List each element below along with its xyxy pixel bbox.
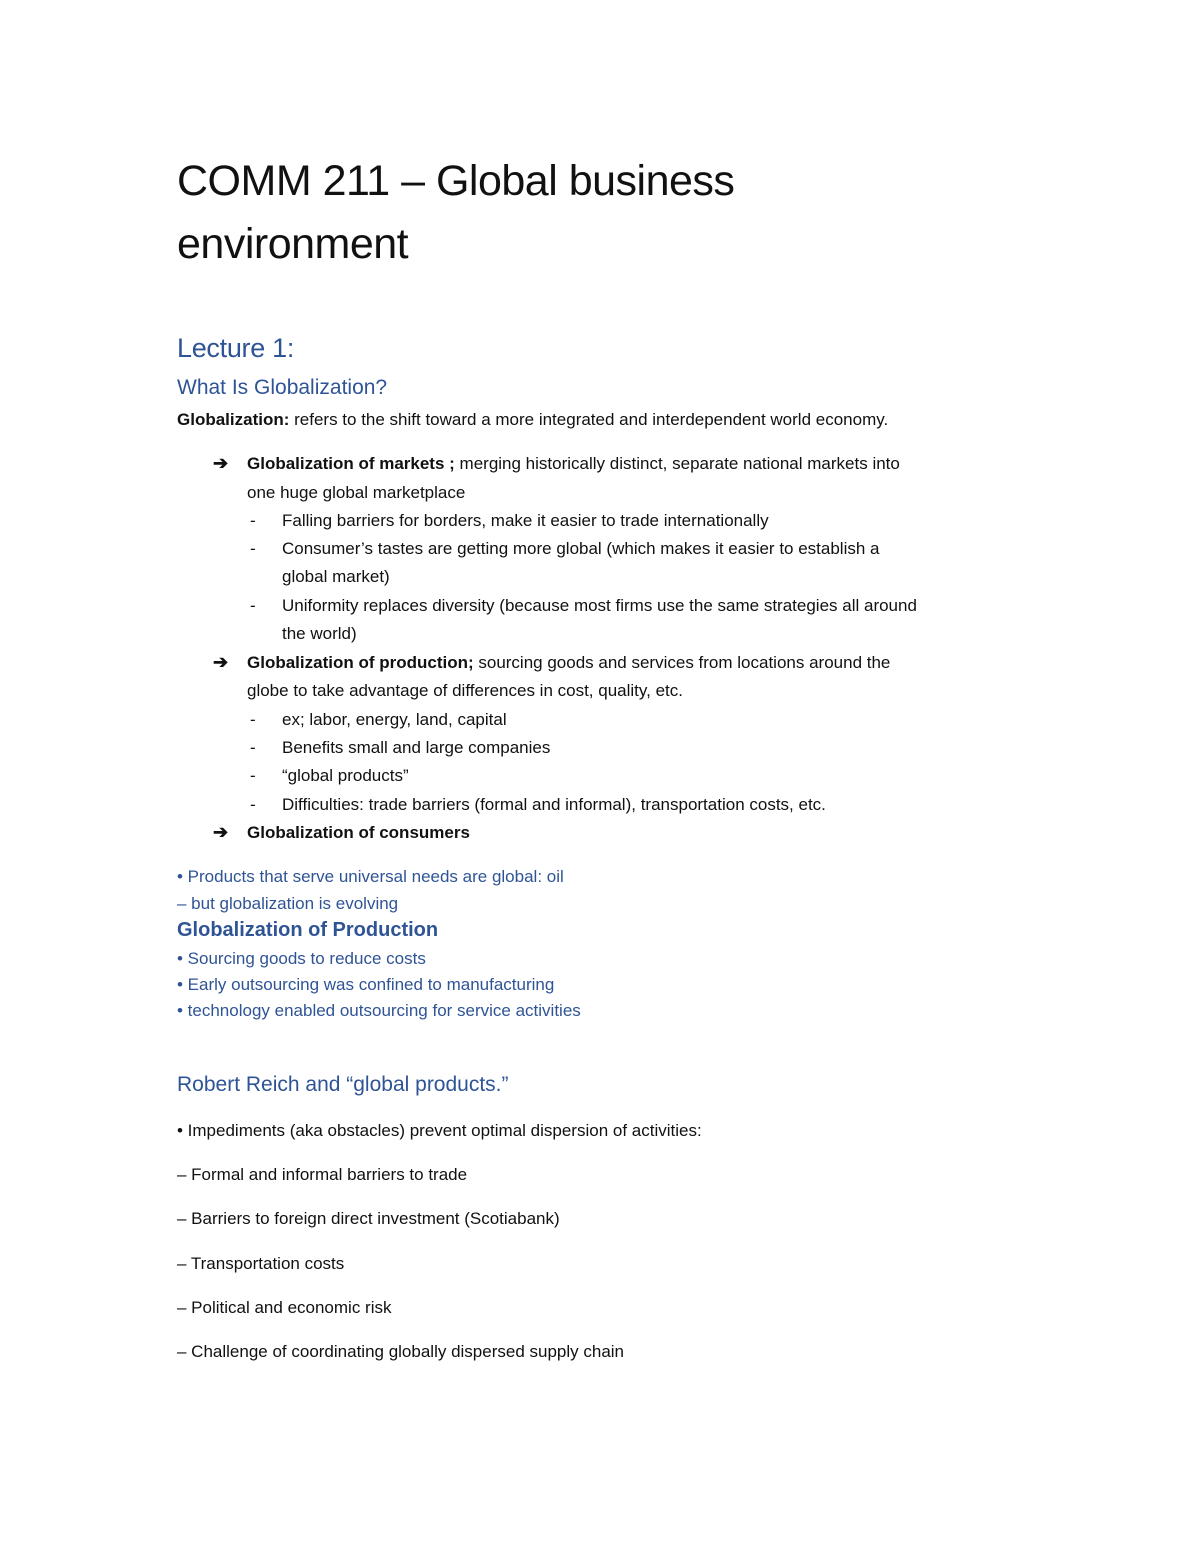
consumers-label: Globalization of consumers <box>247 823 470 842</box>
dash-bullet: - <box>250 738 256 757</box>
reich-item-5: – Challenge of coordinating globally dispersed supply chain <box>177 1342 625 1361</box>
dash-bullet: - <box>250 539 256 558</box>
reich-item-4: – Political and economic risk <box>177 1298 392 1317</box>
definition-text: refers to the shift toward a more integrated and interdependent world economy. <box>289 410 889 429</box>
lecture-heading: Lecture 1: <box>177 333 295 363</box>
production-text-2: globe to take advantage of differences in cost, quality, etc. <box>247 681 683 700</box>
document-title-line-2: environment <box>177 220 409 268</box>
dash-bullet: - <box>250 511 256 530</box>
dash-bullet: - <box>250 766 256 785</box>
reich-item-2: – Barriers to foreign direct investment (Scotiabank) <box>177 1209 560 1228</box>
reich-item-1: – Formal and informal barriers to trade <box>177 1165 468 1184</box>
blue-note-5: • technology enabled outsourcing for service activities <box>177 1001 581 1020</box>
arrow-bullet-icon: ➔ <box>213 822 229 842</box>
markets-text-1: merging historically distinct, separate national markets into <box>454 454 900 473</box>
blue-note-4: • Early outsourcing was confined to manufacturing <box>177 975 555 994</box>
section-heading: What Is Globalization? <box>177 376 388 399</box>
markets-bullet-2-line-2: global market) <box>282 567 390 586</box>
production-bullet-4: Difficulties: trade barriers (formal and informal), transportation costs, etc. <box>282 795 826 814</box>
production-label: Globalization of production; <box>247 653 474 672</box>
dash-bullet: - <box>250 596 256 615</box>
blue-note-1: • Products that serve universal needs are global: oil <box>177 867 564 886</box>
arrow-bullet-icon: ➔ <box>213 652 229 672</box>
markets-bullet-3-line-1: Uniformity replaces diversity (because most firms use the same strategies all around <box>282 596 917 615</box>
markets-bullet-3-line-2: the world) <box>282 624 357 643</box>
markets-text-2: one huge global marketplace <box>247 483 466 502</box>
production-bullet-1: ex; labor, energy, land, capital <box>282 710 507 729</box>
blue-note-2: – but globalization is evolving <box>177 894 399 913</box>
dash-bullet: - <box>250 795 256 814</box>
reich-heading: Robert Reich and “global products.” <box>177 1073 509 1096</box>
reich-item-3: – Transportation costs <box>177 1254 345 1273</box>
markets-bullet-1: Falling barriers for borders, make it easier to trade internationally <box>282 511 769 530</box>
reich-intro: • Impediments (aka obstacles) prevent optimal dispersion of activities: <box>177 1121 702 1140</box>
dash-bullet: - <box>250 710 256 729</box>
production-bullet-2: Benefits small and large companies <box>282 738 551 757</box>
markets-line-1 <box>247 454 900 474</box>
production-text-1: sourcing goods and services from locations around the <box>473 653 891 672</box>
markets-bullet-2-line-1: Consumer’s tastes are getting more global (which makes it easier to establish a <box>282 539 880 558</box>
document-title-line-1: COMM 211 – Global business <box>177 157 735 205</box>
arrow-bullet-icon: ➔ <box>213 453 229 473</box>
production-bullet-3: “global products” <box>282 766 409 785</box>
definition-term: Globalization: <box>177 410 290 429</box>
blue-note-3: • Sourcing goods to reduce costs <box>177 949 426 968</box>
production-line-1 <box>247 653 890 673</box>
blue-subheading: Globalization of Production <box>177 919 439 941</box>
definition-paragraph <box>177 410 888 430</box>
markets-label: Globalization of markets ; <box>247 454 455 473</box>
